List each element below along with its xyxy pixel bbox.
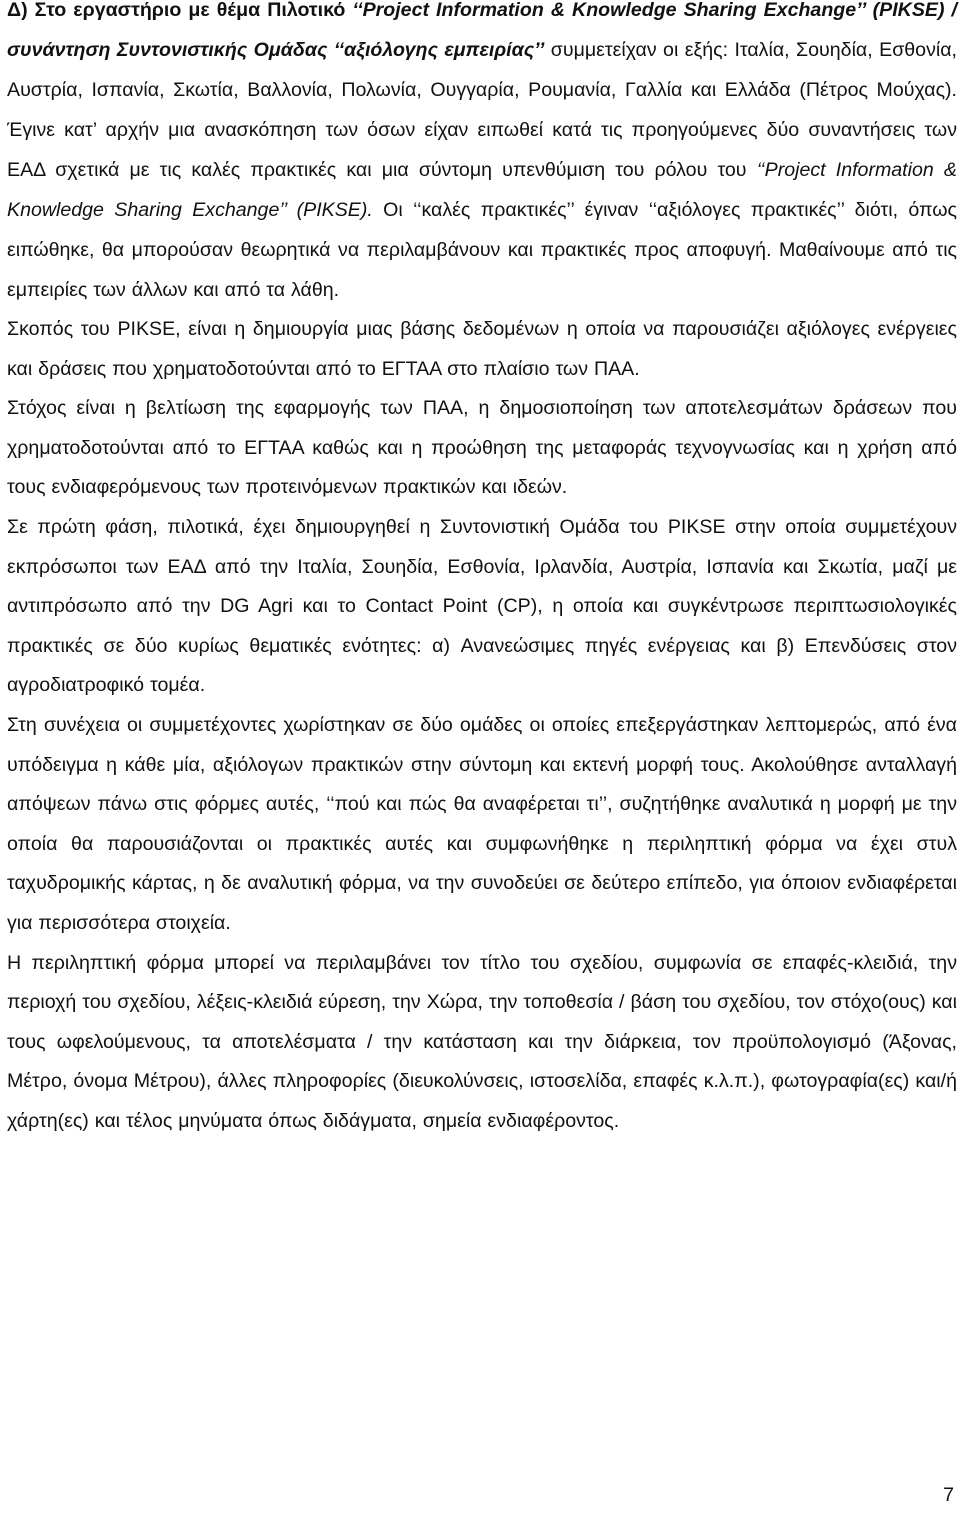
pilot-label: Πιλοτικό: [267, 0, 353, 21]
paragraph-first-phase: Σε πρώτη φάση, πιλοτικά, έχει δημιουργηθεί η Συντονιστική Ομάδα του PIKSE στην οποία συμμετέχουν εκπρόσωποι των ΕΑΔ από την Ιταλία, Σουηδία, Εσθονία, Ιρλανδία, Αυστρία, Ισπανία και Σκωτία, μαζί με αντιπρόσωπο από την DG Agri και το Contact Point (CP), η οποία και συγκέντρωσε περιπτωσιολογικές πρακτικές σε δύο κυρίως θεματικές ενότητες: α) Ανανεώσιμες πηγές ενέργειας και β) Επενδύσεις στον αγροδιατροφικό τομέα.: [7, 515, 957, 697]
practices-text: Οι ‘‘καλές πρακτικές’’ έγιναν ‘‘αξιόλογες πρακτικές’’ διότι, όπως ειπώθηκε, θα μπορούσαν θεωρητικά να περιλαμβάνουν και πρακτικές προς αποφυγή. Μαθαίνουμε από τις εμπειρίες των άλλων και από τα λάθη.: [7, 199, 957, 301]
paragraph-purpose: Σκοπός του PIKSE, είναι η δημιουργία μιας βάσης δεδομένων η οποία να παρουσιάζει αξιόλογες ενέργειες και δράσεις που χρηματοδοτούνται από το ΕΓΤΑΑ στο πλαίσιο των ΠΑΑ.: [7, 318, 957, 380]
paragraph-lead: Δ) Στο εργαστήριο με θέμα: [7, 0, 268, 21]
pikse-name: ‘‘Project Information & Knowledge Sharing Exchange’’ (PIKSE).: [7, 159, 957, 221]
paragraph-groups: Στη συνέχεια οι συμμετέχοντες χωρίστηκαν σε δύο ομάδες οι οποίες επεξεργάστηκαν λεπτομερώς, από ένα υπόδειγμα η κάθε μία, αξιόλογων πρακτικών στην σύντομη και εκτενή μορφή τους. Ακολούθησε ανταλλαγή απόψεων πάνω στις φόρμες αυτές, ‘‘πού και πώς θα αναφέρεται τι’’, συζητήθηκε αναλυτικά η μορφή με την οποία θα παρουσιάζονται οι πρακτικές αυτές και συμφωνήθηκε η περιληπτική φόρμα να έχει στυλ ταχυδρομικής κάρτας, η δε αναλυτική φόρμα, να την συνοδεύει σε δεύτερο επίπεδο, για όποιον ενδιαφέρεται για περισσότερα στοιχεία.: [7, 713, 957, 934]
paragraph-summary-form: Η περιληπτική φόρμα μπορεί να περιλαμβάνει τον τίτλο του σχεδίου, συμφωνία σε επαφές-κλειδιά, την περιοχή του σχεδίου, λέξεις-κλειδιά εύρεση, την Χώρα, την τοποθεσία / βάση του σχεδίου, τον στόχο(ους) και τους ωφελούμενους, τα αποτελέσματα / την κατάσταση και την διάρκεια, τον προϋπολογισμό (Άξονας, Μέτρο, όνομα Μέτρου), άλλες πληροφορίες (διευκολύνσεις, ιστοσελίδα, επαφές κ.λ.π.), φωτογραφία(ες) και/ή χάρτη(ες) και τέλος μηνύματα όπως διδάγματα, σημεία ενδιαφέροντος.: [7, 951, 957, 1132]
document-page: [7, 0, 957, 1141]
paragraph-goal: Στόχος είναι η βελτίωση της εφαρμογής των ΠΑΑ, η δημοσιοποίηση των αποτελεσμάτων δράσεων που χρηματοδοτούνται από το ΕΓΤΑΑ καθώς και η προώθηση της μεταφοράς τεχνογνωσίας και η χρήση από τους ενδιαφερόμενους των προτεινόμενων πρακτικών και ιδεών.: [7, 397, 957, 499]
workshop-title: ‘‘Project Information & Knowledge Sharing Exchange’’ (PIKSE) / συνάντηση Συντονιστικής Ομάδας ‘‘αξιόλογης εμπειρίας’’: [7, 0, 957, 61]
page-number: 7: [943, 1484, 954, 1506]
paragraph-workshop: [7, 0, 957, 310]
participants-text: συμμετείχαν οι εξής: Ιταλία, Σουηδία, Εσθονία, Αυστρία, Ισπανία, Σκωτία, Βαλλονία, Πολωνία, Ουγγαρία, Ρουμανία, Γαλλία και Ελλάδα (Πέτρος Μούχας). Έγινε κατ’ αρχήν μια ανασκόπηση των όσων είχαν ειπωθεί κατά τις προηγούμενες δύο συναντήσεις των ΕΑΔ σχετικά με τις καλές πρακτικές και μια σύντομη υπενθύμιση του ρόλου του: [7, 39, 958, 181]
